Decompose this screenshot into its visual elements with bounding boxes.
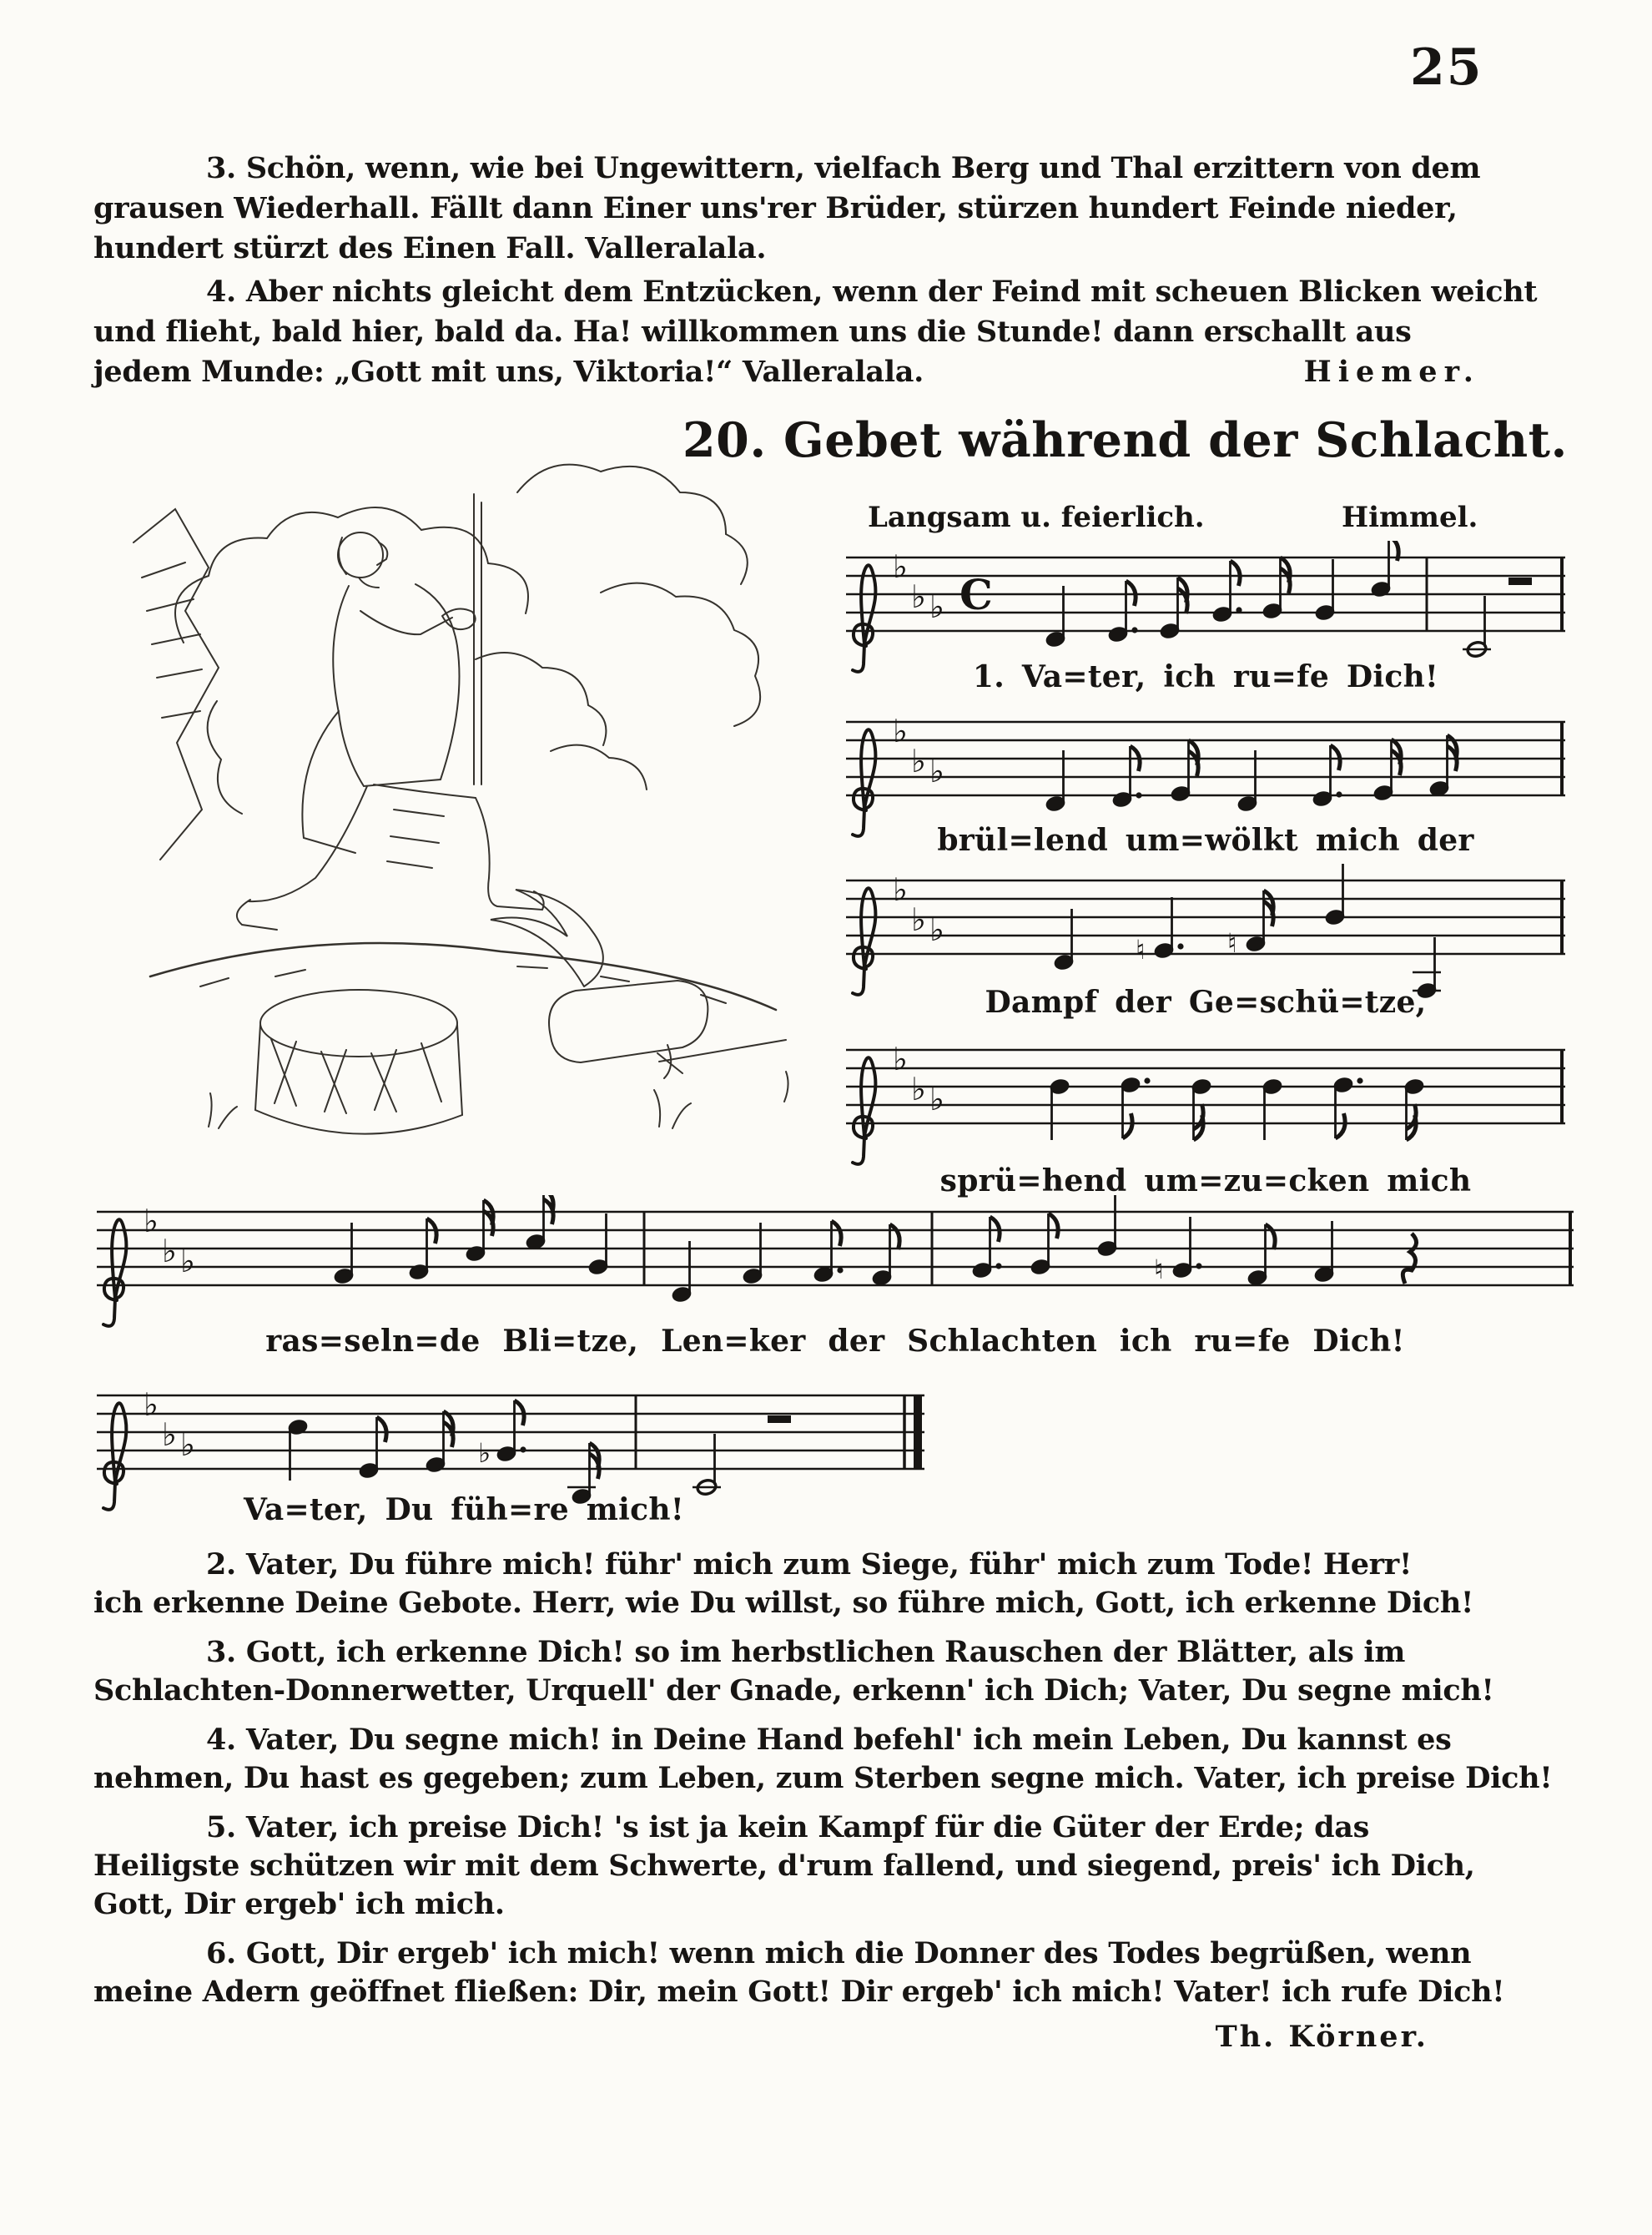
text-line: 4. Aber nichts gleicht dem Entzücken, wenn der Feind mit scheuen Blicken weicht (206, 275, 1538, 309)
lyric-line-1: 1. Va=ter, ich ru=fe Dich! (972, 659, 1439, 694)
lyric-line-2: brül=lend um=wölkt mich der (937, 823, 1474, 858)
lyric-line-4: sprü=hend um=zu=cken mich (939, 1163, 1472, 1198)
lyric-line-5: ras=seln=de Bli=tze, Len=ker der Schlachten ich ru=fe Dich! (265, 1324, 1405, 1359)
text-line: Schlachten-Donnerwetter, Urquell' der Gnade, erkenn' ich Dich; Vater, Du segne mich! (93, 1673, 1494, 1708)
lyric-line-6: Va=ter, Du füh=re mich! (244, 1492, 684, 1527)
svg-text:♭: ♭ (162, 1232, 177, 1269)
svg-text:♭: ♭ (911, 1070, 926, 1107)
composer-name: Himmel. (1342, 501, 1478, 534)
text-line: 5. Vater, ich preise Dich! 's ist ja kein Kampf für die Güter der Erde; das (206, 1810, 1370, 1844)
verse-6 (93, 1935, 1503, 2011)
music-staff-4 (843, 1033, 1569, 1183)
text-line-content: jedem Munde: „Gott mit uns, Viktoria!“ Valleralala. (93, 355, 924, 389)
poet-attribution: Th. Körner. (1215, 2020, 1428, 2054)
svg-text:♭: ♭ (929, 752, 944, 790)
music-staff-5 (93, 1195, 1577, 1345)
verse-2 (93, 1546, 1503, 1622)
svg-text:♭: ♭ (911, 578, 926, 615)
svg-text:♭: ♭ (162, 1415, 177, 1453)
author-hiemer: Hiemer. (1303, 355, 1480, 389)
svg-text:C: C (959, 570, 993, 619)
svg-text:♭: ♭ (911, 742, 926, 779)
verse-3 (93, 1633, 1503, 1710)
illustration-kneeling-soldier (83, 392, 834, 1168)
svg-text:♭: ♭ (893, 1040, 908, 1077)
svg-text:♭: ♭ (929, 588, 944, 625)
svg-text:♭: ♭ (144, 1385, 159, 1423)
text-line: 4. Vater, Du segne mich! in Deine Hand befehl' ich mein Leben, Du kannst es (206, 1723, 1452, 1757)
svg-text:♭: ♭ (911, 901, 926, 938)
text-line: nehmen, Du hast es gegeben; zum Leben, zum Sterben segne mich. Vater, ich preise Dich! (93, 1761, 1553, 1795)
text-line: 2. Vater, Du führe mich! führ' mich zum Siege, führ' mich zum Tode! Herr! (206, 1547, 1413, 1582)
svg-text:♭: ♭ (180, 1425, 195, 1463)
text-line: Gott, Dir ergeb' ich mich. (93, 1887, 505, 1921)
page-number: 25 (1410, 38, 1483, 97)
text-line: 6. Gott, Dir ergeb' ich mich! wenn mich die Donner des Todes begrüßen, wenn (206, 1936, 1472, 1970)
text-line: grausen Wiederhall. Fällt dann Einer uns'rer Brüder, stürzen hundert Feinde nieder, (93, 191, 1458, 225)
lyric-line-3: Dampf der Ge=schü=tze, (985, 985, 1427, 1020)
text-line: hundert stürzt des Einen Fall. Valleralala. (93, 231, 767, 265)
svg-text:♭: ♭ (144, 1202, 159, 1239)
text-line: Heiligste schützen wir mit dem Schwerte, d'rum fallend, und siegend, preis' ich Dich, (93, 1849, 1475, 1883)
svg-text:♭: ♭ (929, 1080, 944, 1118)
svg-text:♭: ♭ (180, 1242, 195, 1279)
text-line: 3. Gott, ich erkenne Dich! so im herbstlichen Rauschen der Blätter, als im (206, 1635, 1406, 1669)
svg-text:♭: ♭ (929, 911, 944, 948)
text-line: und flieht, bald hier, bald da. Ha! willkommen uns die Stunde! dann erschallt aus (93, 315, 1412, 349)
svg-text:♭: ♭ (893, 870, 908, 908)
song-verses (93, 1546, 1553, 2022)
svg-text:♮: ♮ (1154, 1254, 1164, 1285)
paragraph-verse-4 (93, 272, 1538, 392)
paragraph-verse-3 (93, 149, 1503, 269)
song-title: 20. Gebet während der Schlacht. (682, 412, 1568, 468)
svg-text:♮: ♮ (1227, 927, 1237, 959)
svg-text:♭: ♭ (893, 547, 908, 585)
tempo-marking: Langsam u. feierlich. (868, 501, 1205, 534)
verse-4 (93, 1721, 1553, 1798)
text-line: ich erkenne Deine Gebote. Herr, wie Du willst, so führe mich, Gott, ich erkenne Dich! (93, 1586, 1474, 1620)
text-line: 3. Schön, wenn, wie bei Ungewittern, vielfach Berg und Thal erzittern von dem (206, 151, 1481, 185)
text-line (93, 352, 1503, 392)
svg-text:♭: ♭ (893, 712, 908, 749)
svg-text:♭: ♭ (478, 1437, 491, 1469)
verse-5 (93, 1809, 1503, 1924)
text-line: meine Adern geöffnet fließen: Dir, mein Gott! Dir ergeb' ich mich! Vater! ich rufe Dich! (93, 1975, 1505, 2009)
svg-text:♮: ♮ (1136, 934, 1146, 966)
